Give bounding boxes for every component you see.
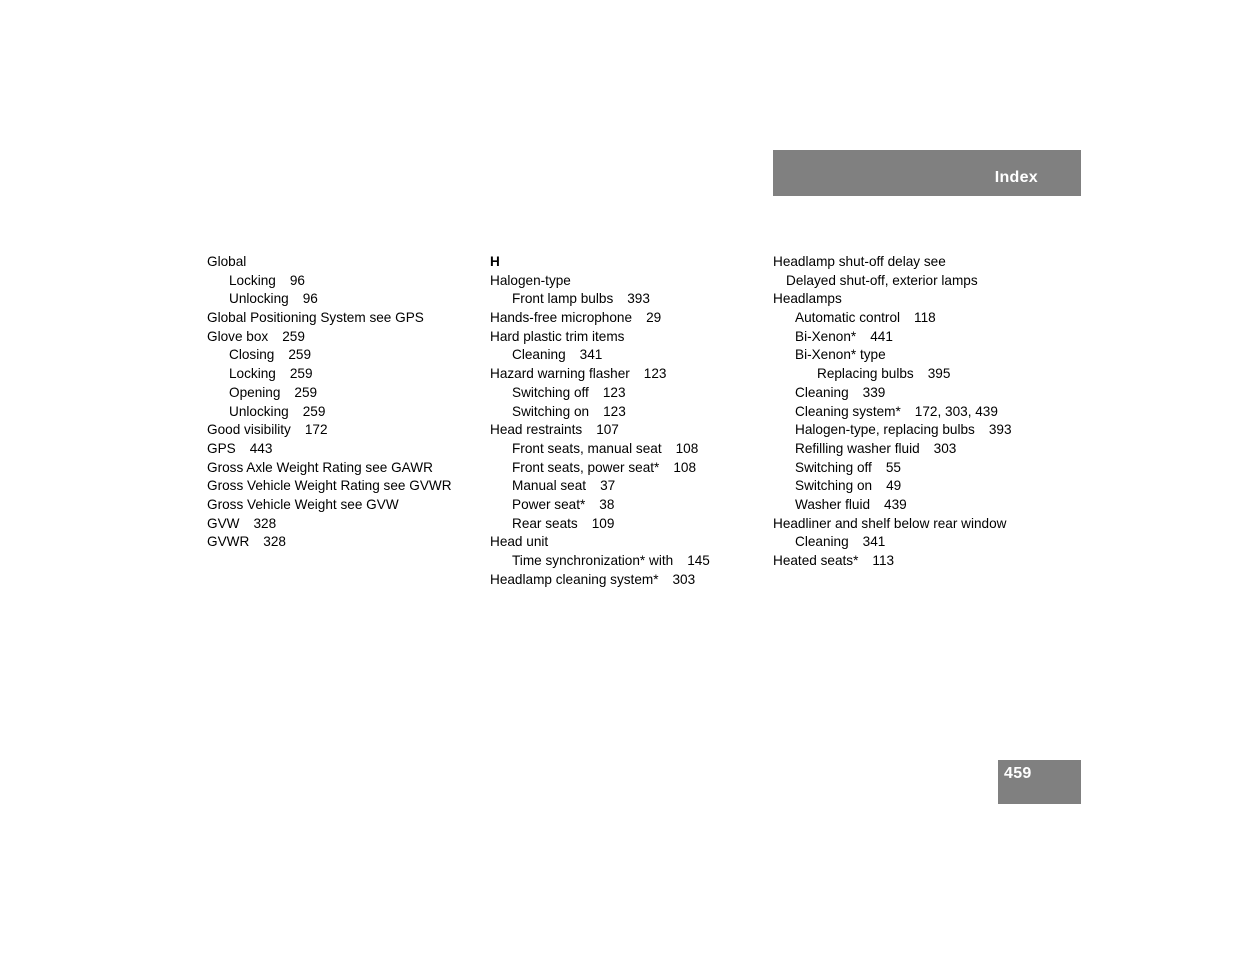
index-entry: [207, 253, 452, 272]
index-entry-page-ref[interactable]: 118: [914, 310, 936, 326]
index-entry-page-ref[interactable]: 328: [253, 515, 277, 531]
index-entry: [773, 384, 1012, 403]
index-column-2: [490, 253, 710, 589]
index-entry-page-ref[interactable]: 96: [302, 291, 318, 307]
index-entry: [207, 515, 452, 534]
index-entry-page-ref[interactable]: 259: [282, 328, 305, 344]
index-entry-term: Opening: [229, 384, 281, 400]
index-entry: [490, 571, 710, 590]
index-entry-page-ref[interactable]: 107: [596, 422, 619, 438]
index-entry-term: Hands-free microphone: [490, 310, 633, 326]
index-entry: [773, 552, 1012, 571]
index-entry-term: Headlamps: [773, 291, 842, 307]
index-entry: [490, 552, 710, 571]
index-entry-page-ref[interactable]: 259: [302, 403, 326, 419]
index-entry: [773, 440, 1012, 459]
index-entry-term: Switching off: [512, 384, 589, 400]
index-entry-page-ref[interactable]: 328: [263, 534, 286, 550]
index-entry-page-ref[interactable]: 96: [289, 272, 305, 288]
index-entry-page-ref[interactable]: 109: [591, 515, 615, 531]
index-entry-term: Closing: [229, 347, 275, 363]
index-entry-term: Cleaning: [795, 384, 849, 400]
index-entry: [773, 365, 1012, 384]
index-entry-page-ref[interactable]: 172, 303, 439: [914, 403, 998, 419]
index-entry-term: GVW: [207, 515, 240, 531]
index-entry-term: Global Positioning System see GPS: [207, 310, 424, 326]
index-entry: [490, 328, 710, 347]
index-entry: [490, 272, 710, 291]
index-entry: [773, 272, 1012, 291]
index-entry: [490, 309, 710, 328]
index-entry: [207, 346, 452, 365]
index-entry: [207, 328, 452, 347]
index-entry-term: Time synchronization* with: [512, 553, 674, 568]
index-entry-page-ref[interactable]: 339: [862, 384, 886, 400]
index-entry-page-ref[interactable]: 113: [872, 553, 895, 568]
index-entry-page-ref[interactable]: 55: [885, 459, 901, 475]
index-entry-term: GVWR: [207, 534, 250, 550]
index-entry-term: Switching off: [795, 459, 872, 475]
index-entry-term: Replacing bulbs: [817, 366, 914, 382]
index-entry-term: Headliner and shelf below rear window: [773, 515, 1007, 531]
index-entry: [773, 290, 1012, 309]
index-entry-page-ref[interactable]: 341: [579, 347, 603, 363]
index-entry-page-ref[interactable]: 443: [249, 440, 273, 456]
index-entry: [490, 533, 710, 552]
index-entry: [207, 384, 452, 403]
index-entry-page-ref[interactable]: 123: [602, 384, 626, 400]
index-entry-term: Cleaning: [795, 534, 849, 550]
index-entry: [207, 290, 452, 309]
index-entry-term: Washer fluid: [795, 496, 871, 512]
index-entry-term: Halogen-type: [490, 272, 571, 288]
index-entry: [207, 440, 452, 459]
index-entry: [207, 477, 452, 496]
index-entry-term: Bi-Xenon* type: [795, 347, 886, 363]
index-entry-term: Head restraints: [490, 422, 583, 438]
index-entry: [207, 309, 452, 328]
index-entry-page-ref[interactable]: 441: [870, 328, 893, 344]
index-entry: [773, 421, 1012, 440]
index-entry-page-ref[interactable]: 123: [603, 403, 626, 419]
index-entry-term: Hard plastic trim items: [490, 328, 625, 344]
index-entry-page-ref[interactable]: 37: [600, 478, 616, 494]
index-entry-page-ref[interactable]: 259: [288, 347, 312, 363]
index-entry: [773, 346, 1012, 365]
index-entry: [773, 496, 1012, 515]
index-entry-page-ref[interactable]: 108: [673, 459, 697, 475]
index-entry: [773, 253, 1012, 272]
index-entry-term: H: [490, 254, 500, 269]
index-entry-page-ref[interactable]: 123: [643, 366, 667, 382]
index-entry-page-ref[interactable]: 393: [627, 291, 650, 307]
index-entry: [773, 477, 1012, 496]
index-entry-term: Hazard warning flasher: [490, 366, 630, 382]
index-column-3: [773, 253, 1012, 571]
index-entry-term: Gross Axle Weight Rating see GAWR: [207, 459, 433, 475]
index-entry-page-ref[interactable]: 259: [289, 366, 313, 382]
index-entry-page-ref[interactable]: 172: [304, 422, 328, 438]
index-entry-term: Locking: [229, 366, 276, 382]
index-entry-page-ref[interactable]: 393: [988, 422, 1012, 438]
index-entry-term: Gross Vehicle Weight Rating see GVWR: [207, 478, 452, 494]
index-entry: [207, 365, 452, 384]
index-entry-page-ref[interactable]: 303: [672, 571, 696, 587]
index-entry-page-ref[interactable]: 395: [927, 366, 951, 382]
index-entry-term: Heated seats*: [773, 553, 859, 568]
index-entry-page-ref[interactable]: 145: [687, 553, 710, 568]
index-entry: [207, 403, 452, 422]
page-number: 459: [1004, 765, 1032, 782]
index-entry-page-ref[interactable]: 38: [599, 496, 615, 512]
index-entry-page-ref[interactable]: 303: [933, 440, 957, 456]
index-entry: [490, 346, 710, 365]
index-entry: [773, 459, 1012, 478]
index-entry-page-ref[interactable]: 29: [646, 310, 662, 326]
index-entry: [207, 496, 452, 515]
index-entry: [490, 403, 710, 422]
index-entry-term: Power seat*: [512, 496, 586, 512]
index-entry-term: Automatic control: [795, 310, 901, 326]
index-entry: [490, 290, 710, 309]
index-entry-term: Unlocking: [229, 291, 289, 307]
index-entry: [490, 365, 710, 384]
index-entry-term: Front lamp bulbs: [512, 291, 614, 307]
index-entry: [490, 496, 710, 515]
index-entry-page-ref[interactable]: 439: [884, 496, 907, 512]
index-entry-term: Global: [207, 254, 247, 269]
index-entry-term: Halogen-type, replacing bulbs: [795, 422, 975, 438]
index-entry-term: Unlocking: [229, 403, 289, 419]
index-entry-page-ref[interactable]: 259: [294, 384, 318, 400]
index-entry-term: Cleaning: [512, 347, 566, 363]
index-entry: [773, 328, 1012, 347]
index-entry-term: Refilling washer fluid: [795, 440, 920, 456]
section-tab: [773, 150, 1081, 196]
index-entry-term: Cleaning system*: [795, 403, 901, 419]
index-entry-term: Locking: [229, 272, 276, 288]
index-entry: [490, 477, 710, 496]
index-column-1: [207, 253, 452, 552]
index-entry-term: Manual seat: [512, 478, 587, 494]
index-entry: [207, 272, 452, 291]
index-entry: [490, 459, 710, 478]
index-entry-term: Glove box: [207, 328, 269, 344]
index-entry-term: Rear seats: [512, 515, 578, 531]
index-entry: [773, 515, 1012, 534]
section-title: Index: [994, 169, 1038, 186]
index-entry-term: Bi-Xenon*: [795, 328, 857, 344]
index-entry: [773, 403, 1012, 422]
index-entry: [773, 533, 1012, 552]
index-entry-term: Head unit: [490, 534, 549, 550]
index-entry-page-ref[interactable]: 108: [675, 440, 699, 456]
index-entry-term: GPS: [207, 440, 236, 456]
index-entry: [490, 515, 710, 534]
index-entry: [207, 533, 452, 552]
index-entry-term: Front seats, manual seat: [512, 440, 662, 456]
index-entry-term: Front seats, power seat*: [512, 459, 660, 475]
index-entry: [773, 309, 1012, 328]
index-entry-page-ref[interactable]: 341: [862, 534, 886, 550]
index-entry: [207, 421, 452, 440]
index-entry-page-ref[interactable]: 49: [886, 478, 902, 494]
page-number-box: [998, 760, 1081, 804]
index-entry-term: Gross Vehicle Weight see GVW: [207, 496, 399, 512]
index-entry-term: Good visibility: [207, 422, 291, 438]
index-entry-term: Delayed shut-off, exterior lamps: [786, 272, 978, 288]
index-entry: [490, 384, 710, 403]
index-entry: [207, 459, 452, 478]
index-entry-term: Switching on: [512, 403, 590, 419]
index-entry-term: Headlamp cleaning system*: [490, 571, 659, 587]
index-letter-heading: [490, 253, 710, 272]
index-entry: [490, 440, 710, 459]
index-entry: [490, 421, 710, 440]
index-entry-term: Switching on: [795, 478, 873, 494]
index-entry-term: Headlamp shut-off delay see: [773, 254, 946, 269]
